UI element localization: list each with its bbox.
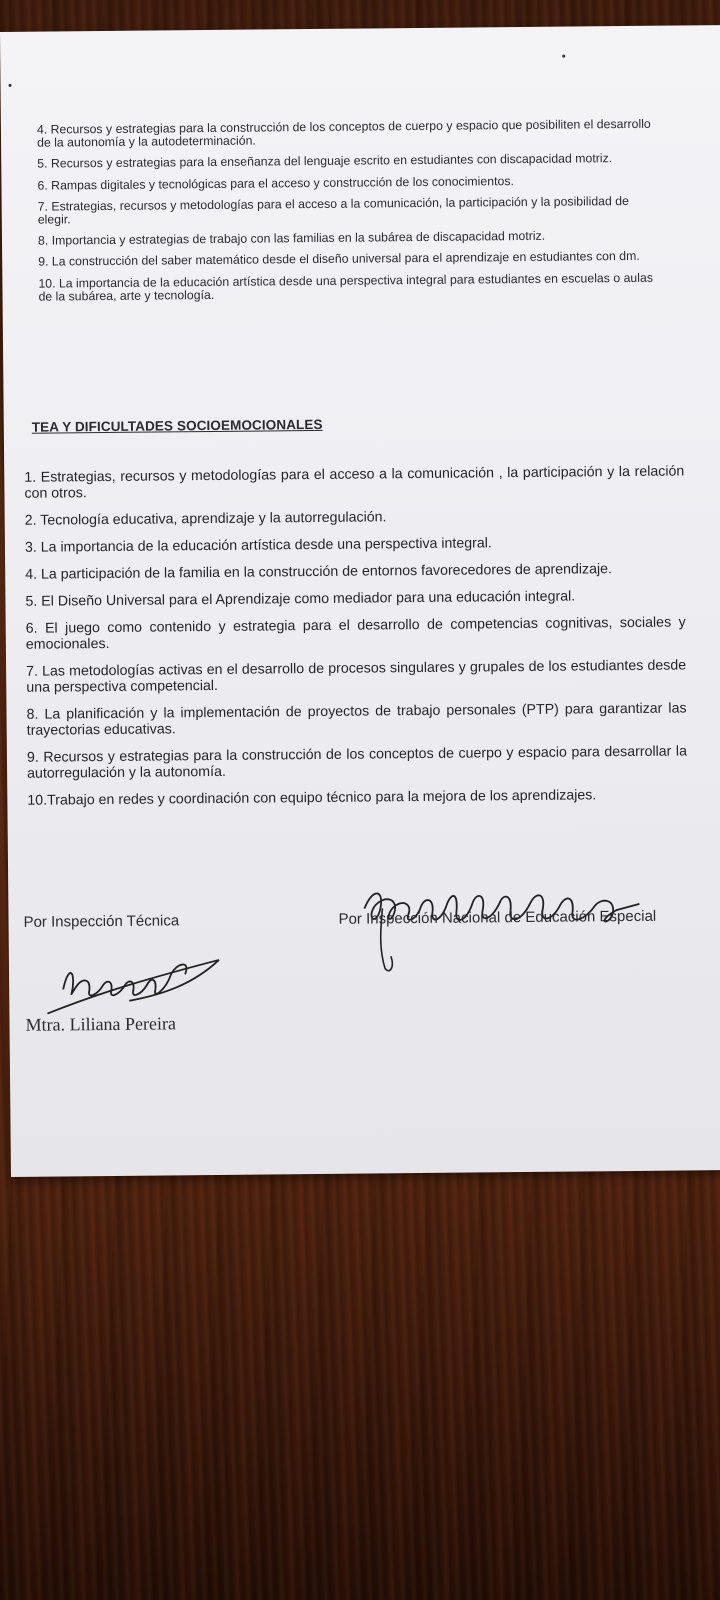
- document-page: [0, 25, 720, 1177]
- list-item: 3. La importancia de la educación artística desde una perspectiva integral.: [24, 535, 492, 556]
- list-item: 6. El juego como contenido y estrategia para el desarrollo de competencias cognitivas, sociales y emocionales.: [25, 614, 686, 653]
- signature-left: [43, 950, 234, 1022]
- topic-list-motor: [37, 118, 659, 312]
- list-item: 2. Tecnología educativa, aprendizaje y la autorregulación.: [24, 509, 387, 529]
- paper-speck: [562, 55, 565, 58]
- list-item: 4. Recursos y estrategias para la construcción de los conceptos de cuerpo y espacio que posibiliten el desarrollo de la autonomía y la autodeterminación.: [36, 116, 651, 150]
- list-item: 10.Trabajo en redes y coordinación con equipo técnico para la mejora de los aprendizajes.: [27, 787, 597, 809]
- list-item: 8. La planificación y la implementación de proyectos de trabajo personales (PTP) para garantizar las trayectorias educativas.: [26, 700, 687, 739]
- signature-left-label: Por Inspección Técnica: [23, 912, 180, 931]
- paper-speck: [8, 84, 11, 87]
- list-item: 1. Estrategias, recursos y metodologías para el acceso a la comunicación , la participación y la relación con otros.: [24, 463, 685, 502]
- list-item: 4. La participación de la familia en la construcción de entornos favorecedores de aprendizaje.: [25, 561, 613, 583]
- list-item: 8. Importancia y estrategias de trabajo con las familias en la subárea de discapacidad motriz.: [37, 228, 546, 248]
- list-item: 6. Rampas digitales y tecnológicas para el acceso y construcción de los conocimientos.: [37, 173, 514, 193]
- list-item: 9. Recursos y estrategias para la construcción de los conceptos de cuerpo y espacio para desarrollar la autorregulación y la autonomía.: [26, 743, 688, 782]
- list-item: 7. Estrategias, recursos y metodologías para el acceso a la comunicación, la participación y la posibilidad de elegir.: [37, 193, 629, 227]
- list-item: 5. El Diseño Universal para el Aprendizaje como mediador para una educación integral.: [25, 588, 576, 610]
- list-item: 10. La importancia de la educación artística desde una perspectiva integral para estudiantes en escuelas o aulas de la subárea, arte y tecnología.: [38, 270, 654, 304]
- section-heading: TEA Y DIFICULTADES SOCIOEMOCIONALES: [31, 416, 323, 435]
- list-item: 5. Recursos y estrategias para la enseñanza del lenguaje escrito en estudiantes con discapacidad motriz.: [37, 151, 613, 172]
- topic-list-tea: [24, 463, 687, 819]
- list-item: 7. Las metodologías activas en el desarrollo de procesos singulares y grupales de los estudiantes desde una perspectiva competencial.: [26, 657, 687, 696]
- signer-name: Mtra. Liliana Pereira: [25, 1013, 177, 1035]
- list-item: 9. La construcción del saber matemático desde el diseño universal para el aprendizaje en estudiantes con dm.: [38, 249, 640, 270]
- signature-right-label: Por Inspección Nacional de Educación Especial: [338, 907, 657, 928]
